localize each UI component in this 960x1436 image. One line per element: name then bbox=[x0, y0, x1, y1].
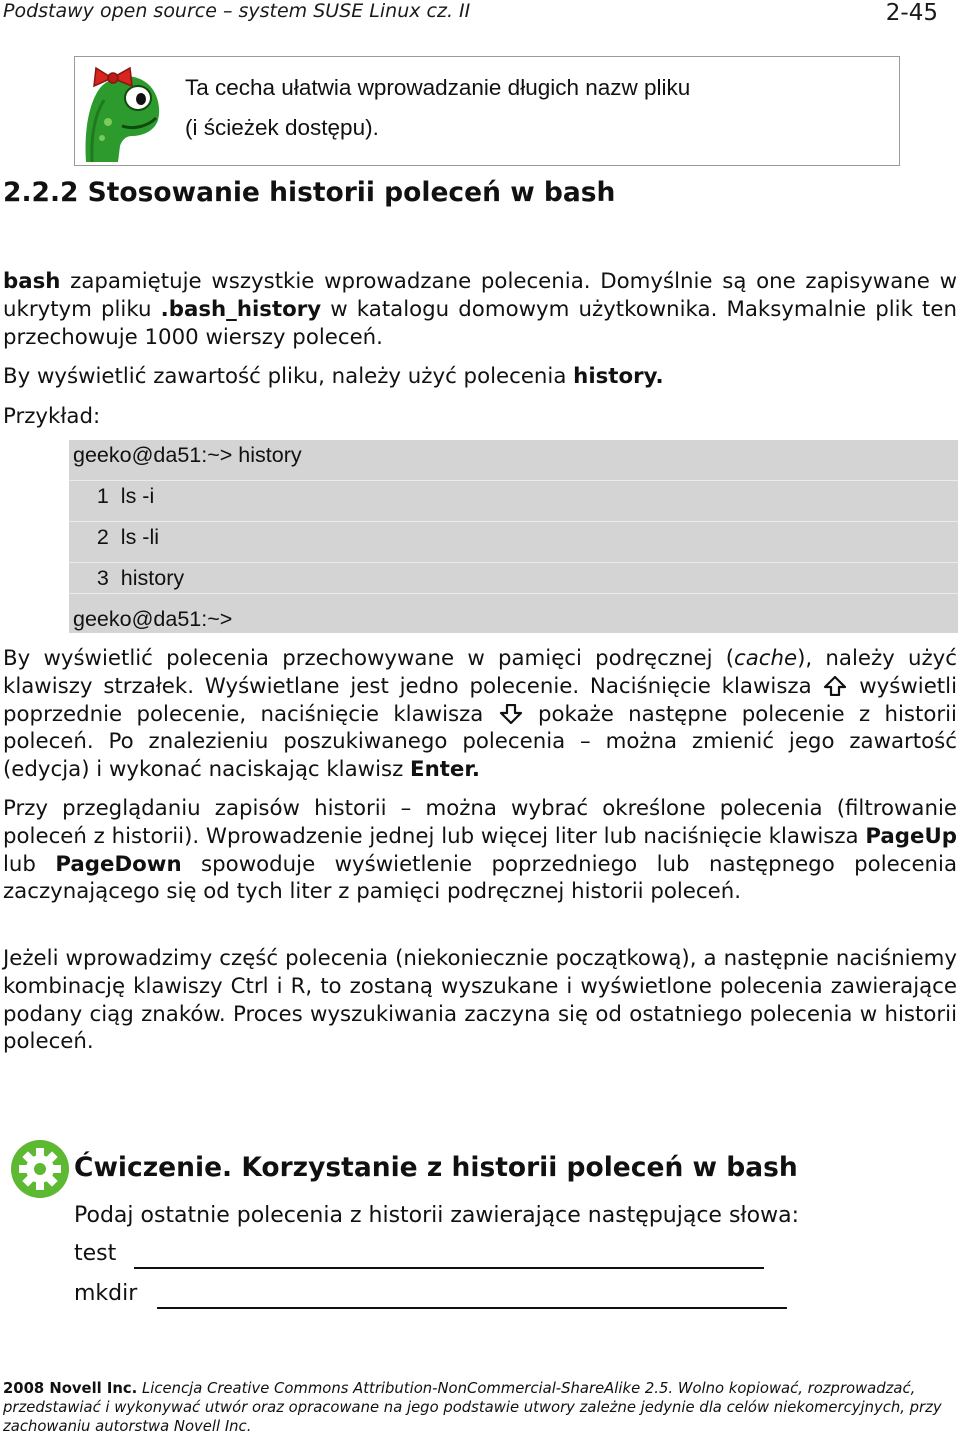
cache-paragraph: By wyświetlić polecenia przechowywane w pamięci podręcznej (cache), należy użyć klawiszy strzałek. Wyświetlane jest jedno polecenie. Naciśnięcie klawisza wyświetli poprzednie polecenie, naciśnięcie klawisza pokaże następne polecenie z historii poleceń. Po znalezieniu poszukiwanego polecenia – można zmienić jego zawartość (edycja) i wykonać naciskając klawisz Enter. bbox=[3, 646, 957, 783]
enter-key: Enter. bbox=[410, 757, 480, 783]
code-separator bbox=[69, 562, 958, 563]
intro-paragraph: bash zapamiętuje wszystkie wprowadzane polecenia. Domyślnie są one zapisywane w ukrytym pliku .bash_history w katalogu domowym użytkownika. Maksymalnie plik ten przechowuje 1000 wierszy poleceń. bbox=[3, 269, 957, 350]
code-line: 3 history bbox=[73, 566, 185, 590]
example-label: Przykład: bbox=[3, 404, 101, 429]
search-paragraph: Jeżeli wprowadzimy część polecenia (niekoniecznie początkową), a następnie naciśniemy kombinację klawiszy Ctrl i R, to zostaną wyszukane i wyświetlone polecenia zawierające podany ciąg znaków. Proces wyszukiwania zaczyna się od ostatniego polecenia w historii poleceń. bbox=[3, 946, 957, 1055]
page-number: 2-45 bbox=[885, 0, 938, 26]
exercise-title: Ćwiczenie. Korzystanie z historii poleceń w bash bbox=[74, 1152, 798, 1183]
answer-line-test[interactable] bbox=[134, 1267, 764, 1269]
tip-line-2: (i ścieżek dostępu). bbox=[185, 115, 379, 140]
header-title: Podstawy open source – system SUSE Linux cz. II bbox=[3, 0, 471, 22]
bash-command: bash bbox=[3, 269, 61, 294]
bash-history-file: .bash_history bbox=[160, 296, 322, 322]
exercise-prompt: Podaj ostatnie polecenia z historii zawierające następujące słowa: bbox=[74, 1203, 800, 1228]
arrow-up-icon bbox=[822, 676, 848, 696]
arrow-down-icon bbox=[498, 704, 524, 724]
code-separator bbox=[69, 521, 958, 522]
exercise-item-test: test bbox=[74, 1241, 117, 1266]
section-heading: 2.2.2 Stosowanie historii poleceń w bash bbox=[3, 177, 616, 208]
filter-paragraph: Przy przeglądaniu zapisów historii – można wybrać określone polecenia (filtrowanie poleceń z historii). Wprowadzenie jednej lub więcej liter lub naciśnięcie klawisza PageUp lub PageDown spowoduje wyświetlenie poprzedniego lub następnego polecenia zaczynającego się od tych liter z pamięci podręcznej historii poleceń. bbox=[3, 796, 958, 905]
pageup-key: PageUp bbox=[865, 823, 958, 849]
code-block bbox=[69, 440, 958, 633]
history-paragraph: By wyświetlić zawartość pliku, należy użyć polecenia history. bbox=[3, 364, 664, 389]
history-command: history. bbox=[573, 364, 664, 389]
code-line: geeko@da51:~> history bbox=[73, 443, 302, 467]
footer-text: Licencja Creative Commons Attribution-NonCommercial-ShareAlike 2.5. Wolno kopiować, rozprowadzać, przedstawiać i wykonywać utwór oraz opracowane na jego podstawie utwory zależne jedynie dla celów niekomercyjnych, przy zachowaniu autorstwa Novell Inc. bbox=[3, 1380, 942, 1435]
code-separator bbox=[69, 593, 958, 594]
tip-text bbox=[185, 68, 690, 148]
tip-line-1: Ta cecha ułatwia wprowadzanie długich nazw pliku bbox=[185, 75, 691, 100]
code-line: 2 ls -li bbox=[73, 525, 160, 549]
code-line: 1 ls -i bbox=[73, 484, 155, 508]
code-separator bbox=[69, 480, 958, 481]
gear-icon bbox=[10, 1139, 70, 1199]
answer-line-mkdir[interactable] bbox=[157, 1307, 787, 1309]
exercise-item-mkdir: mkdir bbox=[74, 1281, 138, 1306]
footer-org: 2008 Novell Inc. bbox=[3, 1380, 138, 1397]
code-line: geeko@da51:~> bbox=[73, 607, 233, 631]
pagedown-key: PageDown bbox=[55, 851, 182, 877]
cache-term: cache bbox=[734, 646, 798, 671]
footer-license bbox=[3, 1379, 959, 1436]
gecko-mascot-icon bbox=[82, 64, 162, 162]
